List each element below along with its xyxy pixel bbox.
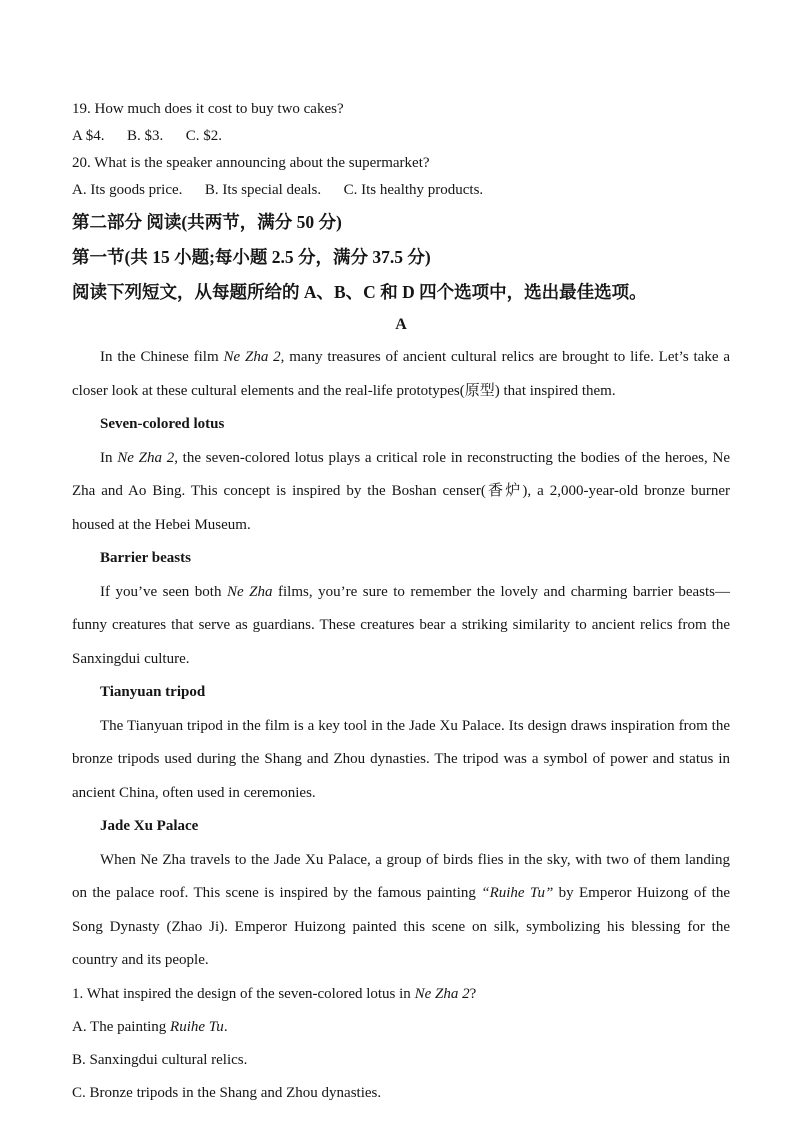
text-run: , many treasures of ancient cultural relics are brought to life. Let’s take a closer look at these cultural elements and the real-life prototypes(原型) that inspired them.	[72, 349, 730, 399]
paragraph-tianyuan-tripod	[72, 710, 730, 811]
italic-text-run: Ruihe Tu	[170, 1018, 224, 1035]
text-run: The Tianyuan tripod in the film is a key tool in the Jade Xu Palace. Its design draws inspiration from the bronze tripods used during the Shang and Zhou dynasties. The tripod was a symbol of power and status in ancient China, often used in ceremonies.	[72, 717, 730, 801]
italic-text-run: Ne Zha 2	[223, 349, 281, 365]
passage-a	[72, 341, 730, 978]
text-run: , the seven-colored lotus plays a critical role in reconstructing the bodies of the heroes, Ne Zha and Ao Bing. This concept is inspired by the Boshan censer(香炉), a 2,000-year-old bronze burner housed at the Hebei Museum.	[72, 449, 730, 533]
passage-label: A	[395, 316, 407, 333]
question-19: 19. How much does it cost to buy two cakes?	[72, 101, 344, 117]
text-run: ?	[469, 985, 477, 1002]
text-run: by Emperor Huizong of the Song Dynasty (Zhao Ji). Emperor Huizong painted this scene on silk, symbolizing his blessing for the country and its people.	[72, 885, 731, 968]
italic-text-run: Ne Zha 2	[414, 985, 470, 1002]
part2-header: 第二部分 阅读(共两节，满分 50 分)	[72, 212, 342, 232]
subheading-tianyuan-tripod: Tianyuan tripod	[100, 684, 206, 700]
italic-text-run: “Ruihe Tu”	[481, 885, 554, 901]
text-run: If you’ve seen both	[100, 583, 227, 600]
section1-header: 第一节(共 15 小题;每小题 2.5 分，满分 37.5 分)	[72, 247, 431, 267]
subheading-barrier-beasts: Barrier beasts	[100, 550, 191, 566]
intro-paragraph	[72, 341, 730, 408]
italic-text-run: Ne Zha	[226, 583, 273, 600]
paragraph-jade-xu-palace	[72, 844, 730, 978]
text-run: .	[223, 1018, 228, 1035]
text-run: When Ne Zha travels to the Jade Xu Palace, a group of birds flies in the sky, with two of them landing on the palace roof. This scene is inspired by the famous painting	[72, 851, 730, 901]
question-1-option-c: C. Bronze tripods in the Shang and Zhou dynasties.	[72, 1084, 382, 1101]
subheading-jade-xu-palace: Jade Xu Palace	[100, 818, 199, 834]
text-run: In the Chinese film	[100, 349, 224, 365]
question-19-options: A $4. B. $3. C. $2.	[72, 128, 223, 144]
text-run: 1. What inspired the design of the seven-colored lotus in	[72, 985, 415, 1002]
question-1-option-b: B. Sanxingdui cultural relics.	[72, 1051, 248, 1068]
paragraph-seven-colored-lotus	[72, 442, 730, 543]
question-20: 20. What is the speaker announcing about the supermarket?	[72, 155, 430, 171]
text-run: A. The painting	[72, 1018, 171, 1035]
italic-text-run: Ne Zha 2	[117, 449, 175, 466]
text-run: films, you’re sure to remember the lovely and charming barrier beasts—funny creatures that serve as guardians. These creatures bear a striking similarity to ancient relics from the Sanxingdui culture.	[72, 583, 730, 667]
question-1-option-a	[72, 1011, 730, 1044]
listening-questions	[72, 96, 730, 204]
text-run: In	[100, 449, 118, 466]
question-20-options: A. Its goods price. B. Its special deals. C. Its healthy products.	[72, 182, 484, 198]
subheading-seven-colored-lotus: Seven-colored lotus	[100, 416, 225, 432]
paragraph-barrier-beasts	[72, 576, 730, 677]
reading-instructions: 阅读下列短文，从每题所给的 A、B、C 和 D 四个选项中，选出最佳选项。	[72, 282, 647, 302]
question-1	[72, 978, 730, 1011]
comprehension-question-1	[72, 978, 730, 1110]
